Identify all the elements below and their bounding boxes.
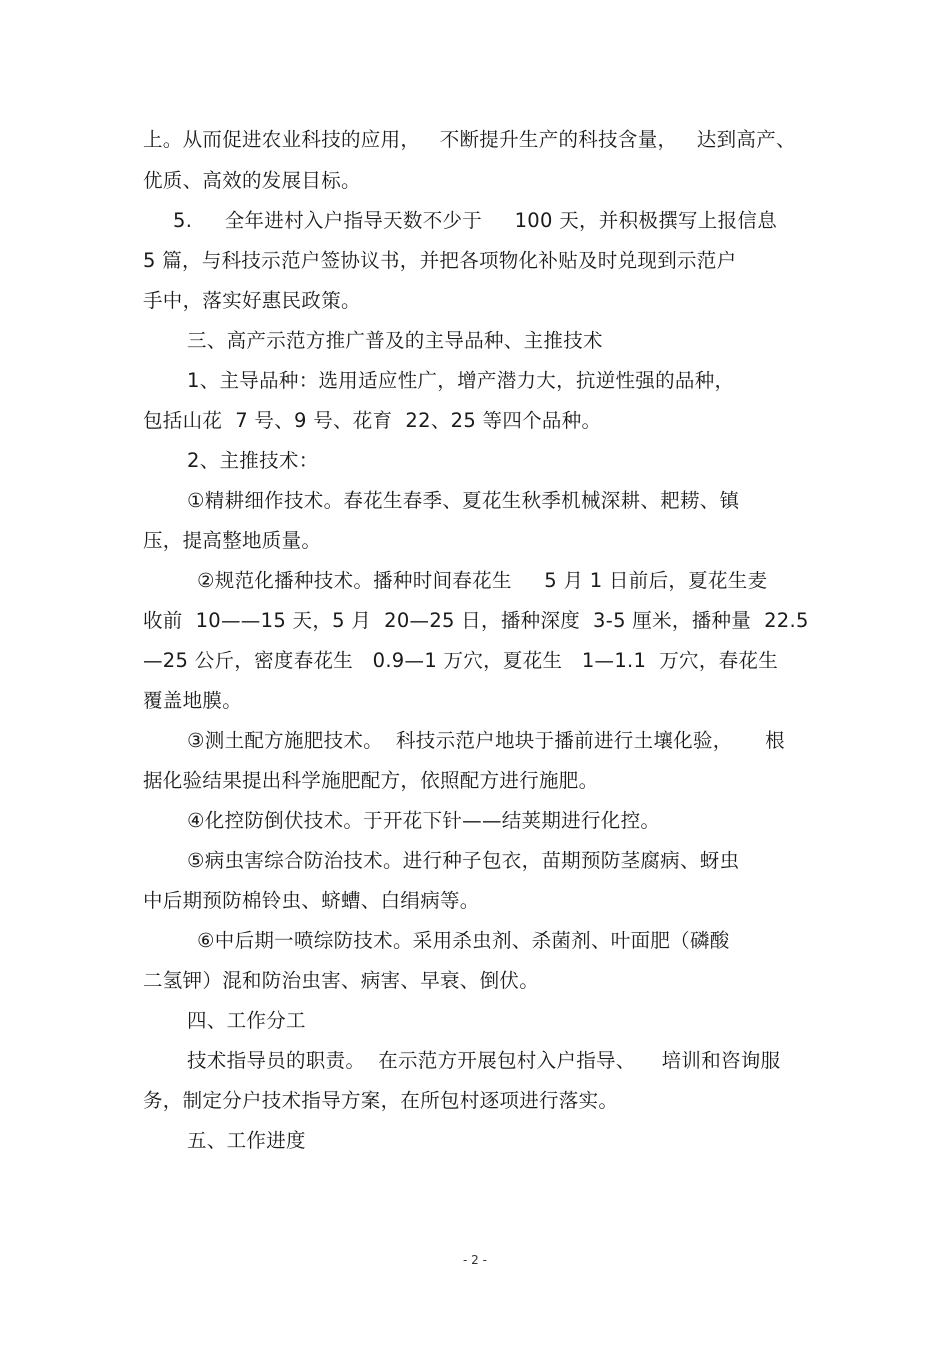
text-line: 5 篇，与科技示范户签协议书，并把各项物化补贴及时兑现到示范户 [143,249,737,272]
text-line: ④化控防倒伏技术。于开花下针——结荚期进行化控。 [187,809,661,832]
text-line: ②规范化播种技术。播种时间春花生 5 月 1 日前后，夏花生麦 [197,569,768,592]
text-line: 覆盖地膜。 [143,689,243,712]
text-line: 1、主导品种：选用适应性广，增产潜力大，抗逆性强的品种， [187,369,735,392]
text-line: 技术指导员的职责。 在示范方开展包村入户指导、 培训和咨询服 [187,1049,781,1072]
text-line: 中后期预防棉铃虫、蛴螬、白绢病等。 [143,889,480,912]
section-heading: 四、工作分工 [187,1009,306,1032]
text-line: ①精耕细作技术。春花生春季、夏花生秋季机械深耕、耙耢、镇 [187,489,740,512]
text-line: 上。从而促进农业科技的应用， 不断提升生产的科技含量， 达到高产、 [143,128,796,151]
text-line: 务，制定分户技术指导方案，在所包村逐项进行落实。 [143,1089,619,1112]
text-line: ⑥中后期一喷综防技术。采用杀虫剂、杀菌剂、叶面肥（磷酸 [197,929,730,952]
text-line: 5. 全年进村入户指导天数不少于 100 天，并积极撰写上报信息 [173,209,778,232]
section-heading: 五、工作进度 [187,1129,306,1152]
text-line: 二氢钾）混和防治虫害、病害、早衰、倒伏。 [143,969,540,992]
text-line: 包括山花 7 号、9 号、花育 22、25 等四个品种。 [143,409,602,432]
text-line: 优质、高效的发展目标。 [143,169,361,192]
text-line: 据化验结果提出科学施肥配方，依照配方进行施肥。 [143,769,599,792]
page-number: - 2 - [463,1253,487,1267]
text-line: 2、主推技术： [187,449,319,472]
text-line: —25 公斤，密度春花生 0.9—1 万穴，夏花生 1—1.1 万穴，春花生 [143,649,779,672]
text-line: ③测土配方施肥技术。 科技示范户地块于播前进行土壤化验， 根 [187,729,785,752]
text-line: 手中，落实好惠民政策。 [143,289,361,312]
text-line: 压，提高整地质量。 [143,529,322,552]
text-line: ⑤病虫害综合防治技术。进行种子包衣，苗期预防茎腐病、蚜虫 [187,849,740,872]
section-heading: 三、高产示范方推广普及的主导品种、主推技术 [187,329,603,352]
text-line: 收前 10——15 天，5 月 20—25 日，播种深度 3-5 厘米，播种量 22.5 [143,609,809,632]
